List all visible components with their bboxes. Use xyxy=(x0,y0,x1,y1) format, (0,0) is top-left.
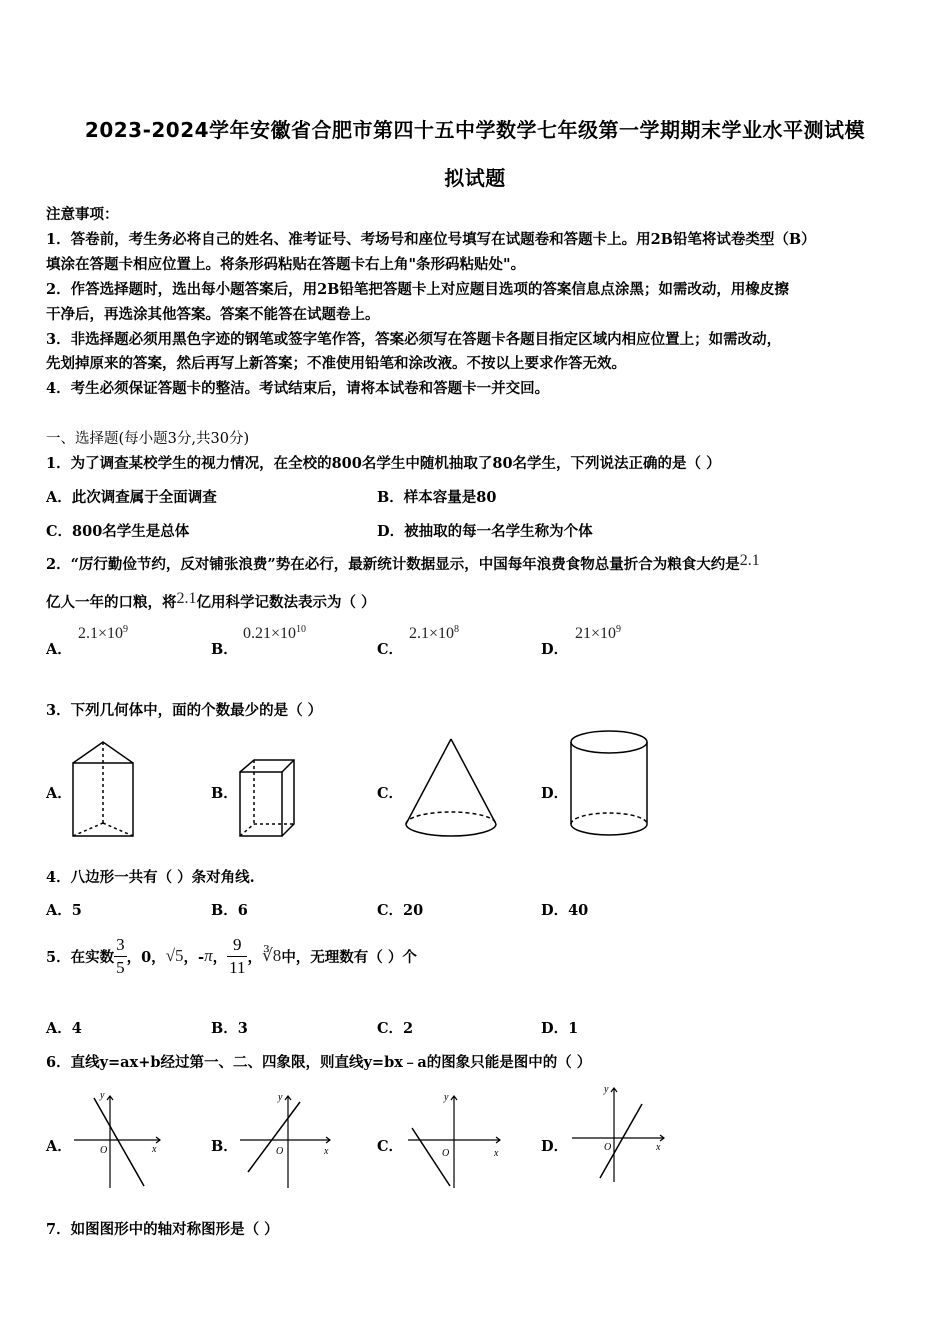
notice-line-4: 干净后，再选涂其他答案。答案不能答在试题卷上。 xyxy=(46,306,380,323)
svg-text:y: y xyxy=(278,1092,283,1103)
q6-graph-b xyxy=(238,1088,338,1192)
q6-graph-a xyxy=(72,1088,168,1192)
svg-text:y: y xyxy=(444,1092,449,1103)
q2-option-d: $21\times 10^9$ xyxy=(575,624,622,642)
q5-part3: ，- xyxy=(183,948,205,966)
exam-title-line2: 拟试题 xyxy=(444,166,506,190)
q7-stem: 7．如图图形中的轴对称图形是（ ） xyxy=(46,1221,279,1238)
q4-option-c: C．20 xyxy=(377,902,424,919)
q2-option-a: $2.1\times 10^9$ xyxy=(78,624,129,642)
q3-label-c: C． xyxy=(377,785,404,802)
q2-label-a: A． xyxy=(46,641,72,658)
q6-graph-d xyxy=(570,1082,670,1186)
q3-label-a: A． xyxy=(46,785,72,802)
q2-stem-line2 xyxy=(46,591,376,612)
q1-stem: 1．为了调查某校学生的视力情况，在全校的800名学生中随机抽取了80名学生，下列说法正确的是（ ） xyxy=(46,455,721,472)
q5-option-a: A．4 xyxy=(46,1020,82,1037)
q2-number: 2.1 xyxy=(739,552,760,569)
q5-option-c: C．2 xyxy=(377,1020,414,1037)
q3-label-d: D． xyxy=(541,785,569,802)
q1-option-a: A．此次调查属于全面调查 xyxy=(46,489,217,506)
svg-text:y: y xyxy=(604,1084,609,1095)
q6-label-c: C． xyxy=(377,1138,404,1155)
q6-label-b: B． xyxy=(211,1138,238,1155)
q5-fraction-3-5: $\frac{3}{5}$ xyxy=(116,934,125,977)
q4-option-d: D．40 xyxy=(541,902,589,919)
notice-line-5: 3．非选择题必须用黑色字迹的钢笔或签字笔作答，答案必须写在答题卡各题目指定区域内相应位置上；如需改动， xyxy=(46,331,782,348)
q2-stem-line1 xyxy=(46,553,760,574)
cone-figure xyxy=(403,736,499,840)
section-heading: 一、选择题(每小题3分,共30分) xyxy=(46,431,250,447)
svg-text:y: y xyxy=(100,1090,105,1101)
svg-text:O: O xyxy=(100,1145,108,1156)
q2-label-c: C． xyxy=(377,641,404,658)
q1-option-b: B．样本容量是80 xyxy=(377,489,497,506)
q5-part4: ， xyxy=(212,948,228,966)
q2-label-d: D． xyxy=(541,641,569,658)
q2-stem-text-a: 2．“厉行勤俭节约，反对铺张浪费”势在必行，最新统计数据显示，中国每年浪费食物总量折合为粮食大约是 xyxy=(46,556,740,573)
notice-line-6: 先划掉原来的答案，然后再写上新答案；不准使用铅笔和涂改液。不按以上要求作答无效。 xyxy=(46,355,626,372)
q4-option-a: A．5 xyxy=(46,902,82,919)
svg-text:x: x xyxy=(656,1142,661,1153)
q2-stem-text-b: 亿人一年的口粮，将 xyxy=(46,594,177,611)
q5-part5: ， xyxy=(247,948,262,966)
q4-stem: 4．八边形一共有（ ）条对角线. xyxy=(46,869,255,886)
notice-line-3: 2．作答选择题时，选出每小题答案后，用2B铅笔把答题卡上对应题目选项的答案信息点涂黑；如需改动，用橡皮擦 xyxy=(46,281,789,298)
q2-label-b: B． xyxy=(211,641,238,658)
svg-text:O: O xyxy=(604,1142,612,1153)
cylinder-figure xyxy=(567,728,651,840)
q5-part2: ，0， xyxy=(126,948,166,966)
q5-option-d: D．1 xyxy=(541,1020,579,1037)
exam-title-line1: 2023-2024学年安徽省合肥市第四十五中学数学七年级第一学期期末学业水平测试模 xyxy=(84,118,866,142)
q6-graph-c xyxy=(406,1088,506,1192)
triangular-prism-figure xyxy=(68,738,138,840)
q5-cbrt8: ∛8 xyxy=(261,946,282,965)
q3-stem: 3．下列几何体中，面的个数最少的是（ ） xyxy=(46,702,323,719)
svg-text:O: O xyxy=(276,1146,284,1157)
q6-stem: 6．直线y=ax+b经过第一、二、四象限，则直线y=bx﹣a的图象只能是图中的（ ） xyxy=(46,1054,592,1071)
notice-line-1: 1．答卷前，考生务必将自己的姓名、准考证号、考场号和座位号填写在试题卷和答题卡上。用2B铅笔将试卷类型（B） xyxy=(46,231,816,248)
q2-stem-text-c: 亿用科学记数法表示为（ ） xyxy=(196,594,376,611)
q6-label-d: D． xyxy=(541,1138,569,1155)
q2-option-b: $0.21\times 10^{10}$ xyxy=(243,624,307,642)
q2-number-repeat: 2.1 xyxy=(176,590,197,607)
q5-pi: π xyxy=(204,946,213,965)
notice-heading: 注意事项： xyxy=(46,206,119,223)
q3-label-b: B． xyxy=(211,785,238,802)
svg-text:x: x xyxy=(152,1144,157,1155)
svg-text:x: x xyxy=(494,1148,499,1159)
cuboid-figure xyxy=(236,758,300,840)
q1-option-d: D．被抽取的每一名学生称为个体 xyxy=(377,523,593,540)
q5-sqrt5: √5 xyxy=(165,946,184,965)
svg-text:O: O xyxy=(442,1148,450,1159)
q1-option-c: C．800名学生是总体 xyxy=(46,523,190,540)
notice-line-7: 4．考生必须保证答题卡的整洁。考试结束后，请将本试卷和答题卡一并交回。 xyxy=(46,380,550,397)
q5-option-b: B．3 xyxy=(211,1020,248,1037)
svg-text:x: x xyxy=(324,1146,329,1157)
q5-fraction-9-11: $\frac{9}{11}$ xyxy=(229,934,246,977)
q2-option-c: $2.1\times 10^8$ xyxy=(409,624,460,642)
q5-prefix: 5．在实数 xyxy=(46,948,115,966)
q6-label-a: A． xyxy=(46,1138,72,1155)
q4-option-b: B．6 xyxy=(211,902,248,919)
q5-stem xyxy=(46,932,417,980)
notice-line-2: 填涂在答题卡相应位置上。将条形码粘贴在答题卡右上角"条形码粘贴处"。 xyxy=(46,256,526,273)
q5-suffix: 中，无理数有（ ）个 xyxy=(281,948,417,966)
